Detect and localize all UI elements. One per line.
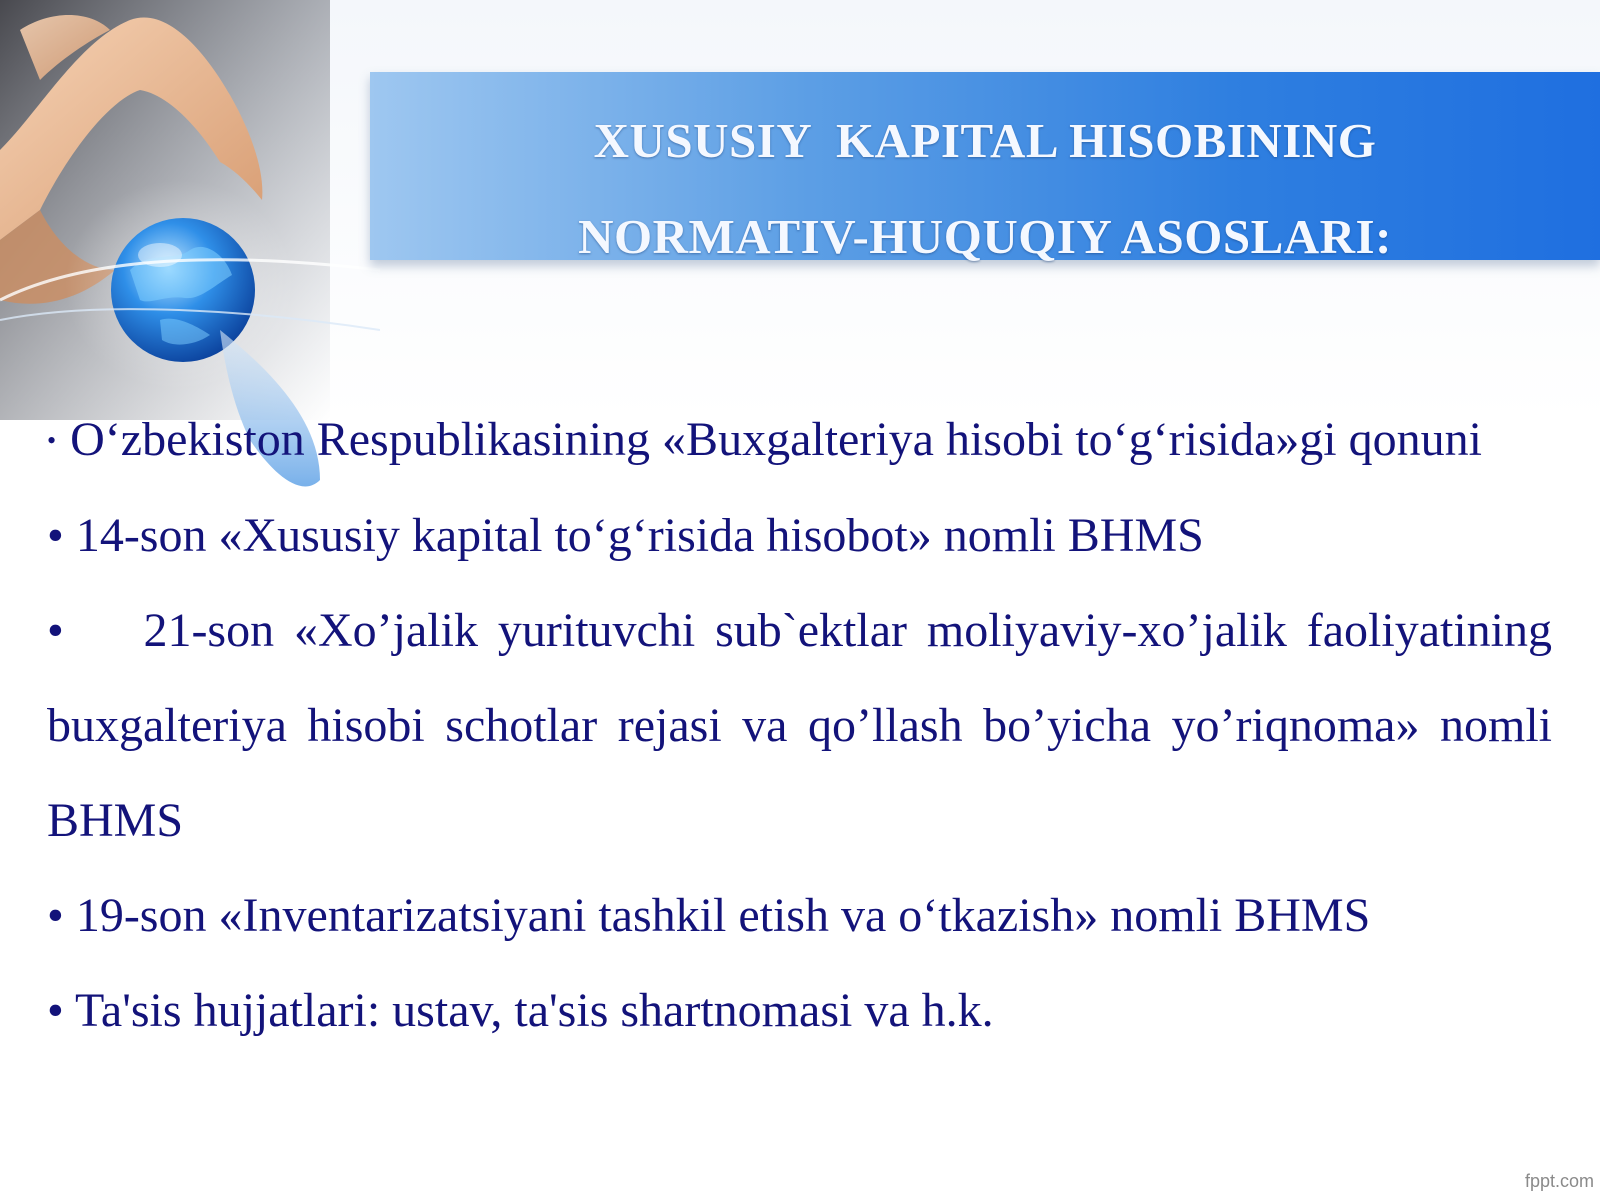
list-item (47, 963, 1552, 1058)
bullet-icon: • (47, 889, 64, 942)
list-item-text: 19-son «Inventarizatsiyani tashkil etish va o‘tkazish» nomli BHMS (75, 889, 1371, 942)
bullet-icon: • (47, 426, 57, 455)
list-item (47, 868, 1552, 963)
bullet-list (47, 392, 1552, 1058)
bullet-icon: • (47, 984, 64, 1037)
list-item-text: 21-son «Xo’jalik yurituvchi sub`ektlar moliyaviy-xo’jalik faoliyatining buxgalteriya hisobi schotlar rejasi va qo’llash bo’yicha yo’riqnoma» nomli BHMS (47, 604, 1553, 847)
watermark: fppt.com (1524, 1171, 1594, 1191)
title-line-2: NORMATIV-HUQUQIY ASOSLARI: (578, 209, 1392, 264)
list-item (47, 392, 1552, 488)
title-banner (370, 72, 1600, 264)
bullet-icon: • (47, 604, 64, 657)
title-line-1: XUSUSIY KAPITAL HISOBINING (593, 113, 1377, 168)
globe-icon (111, 218, 255, 362)
list-item-text: 14-son «Xususiy kapital to‘g‘risida hisobot» nomli BHMS (75, 509, 1204, 562)
list-item (47, 583, 1552, 868)
list-item (47, 488, 1552, 583)
list-item-text: Ta'sis hujjatlari: ustav, ta'sis shartnomasi va h.k. (74, 984, 994, 1037)
bullet-icon: • (47, 509, 64, 562)
list-item-text: O‘zbekiston Respublikasining «Buxgalteriya hisobi to‘g‘risida»gi qonuni (70, 413, 1482, 466)
